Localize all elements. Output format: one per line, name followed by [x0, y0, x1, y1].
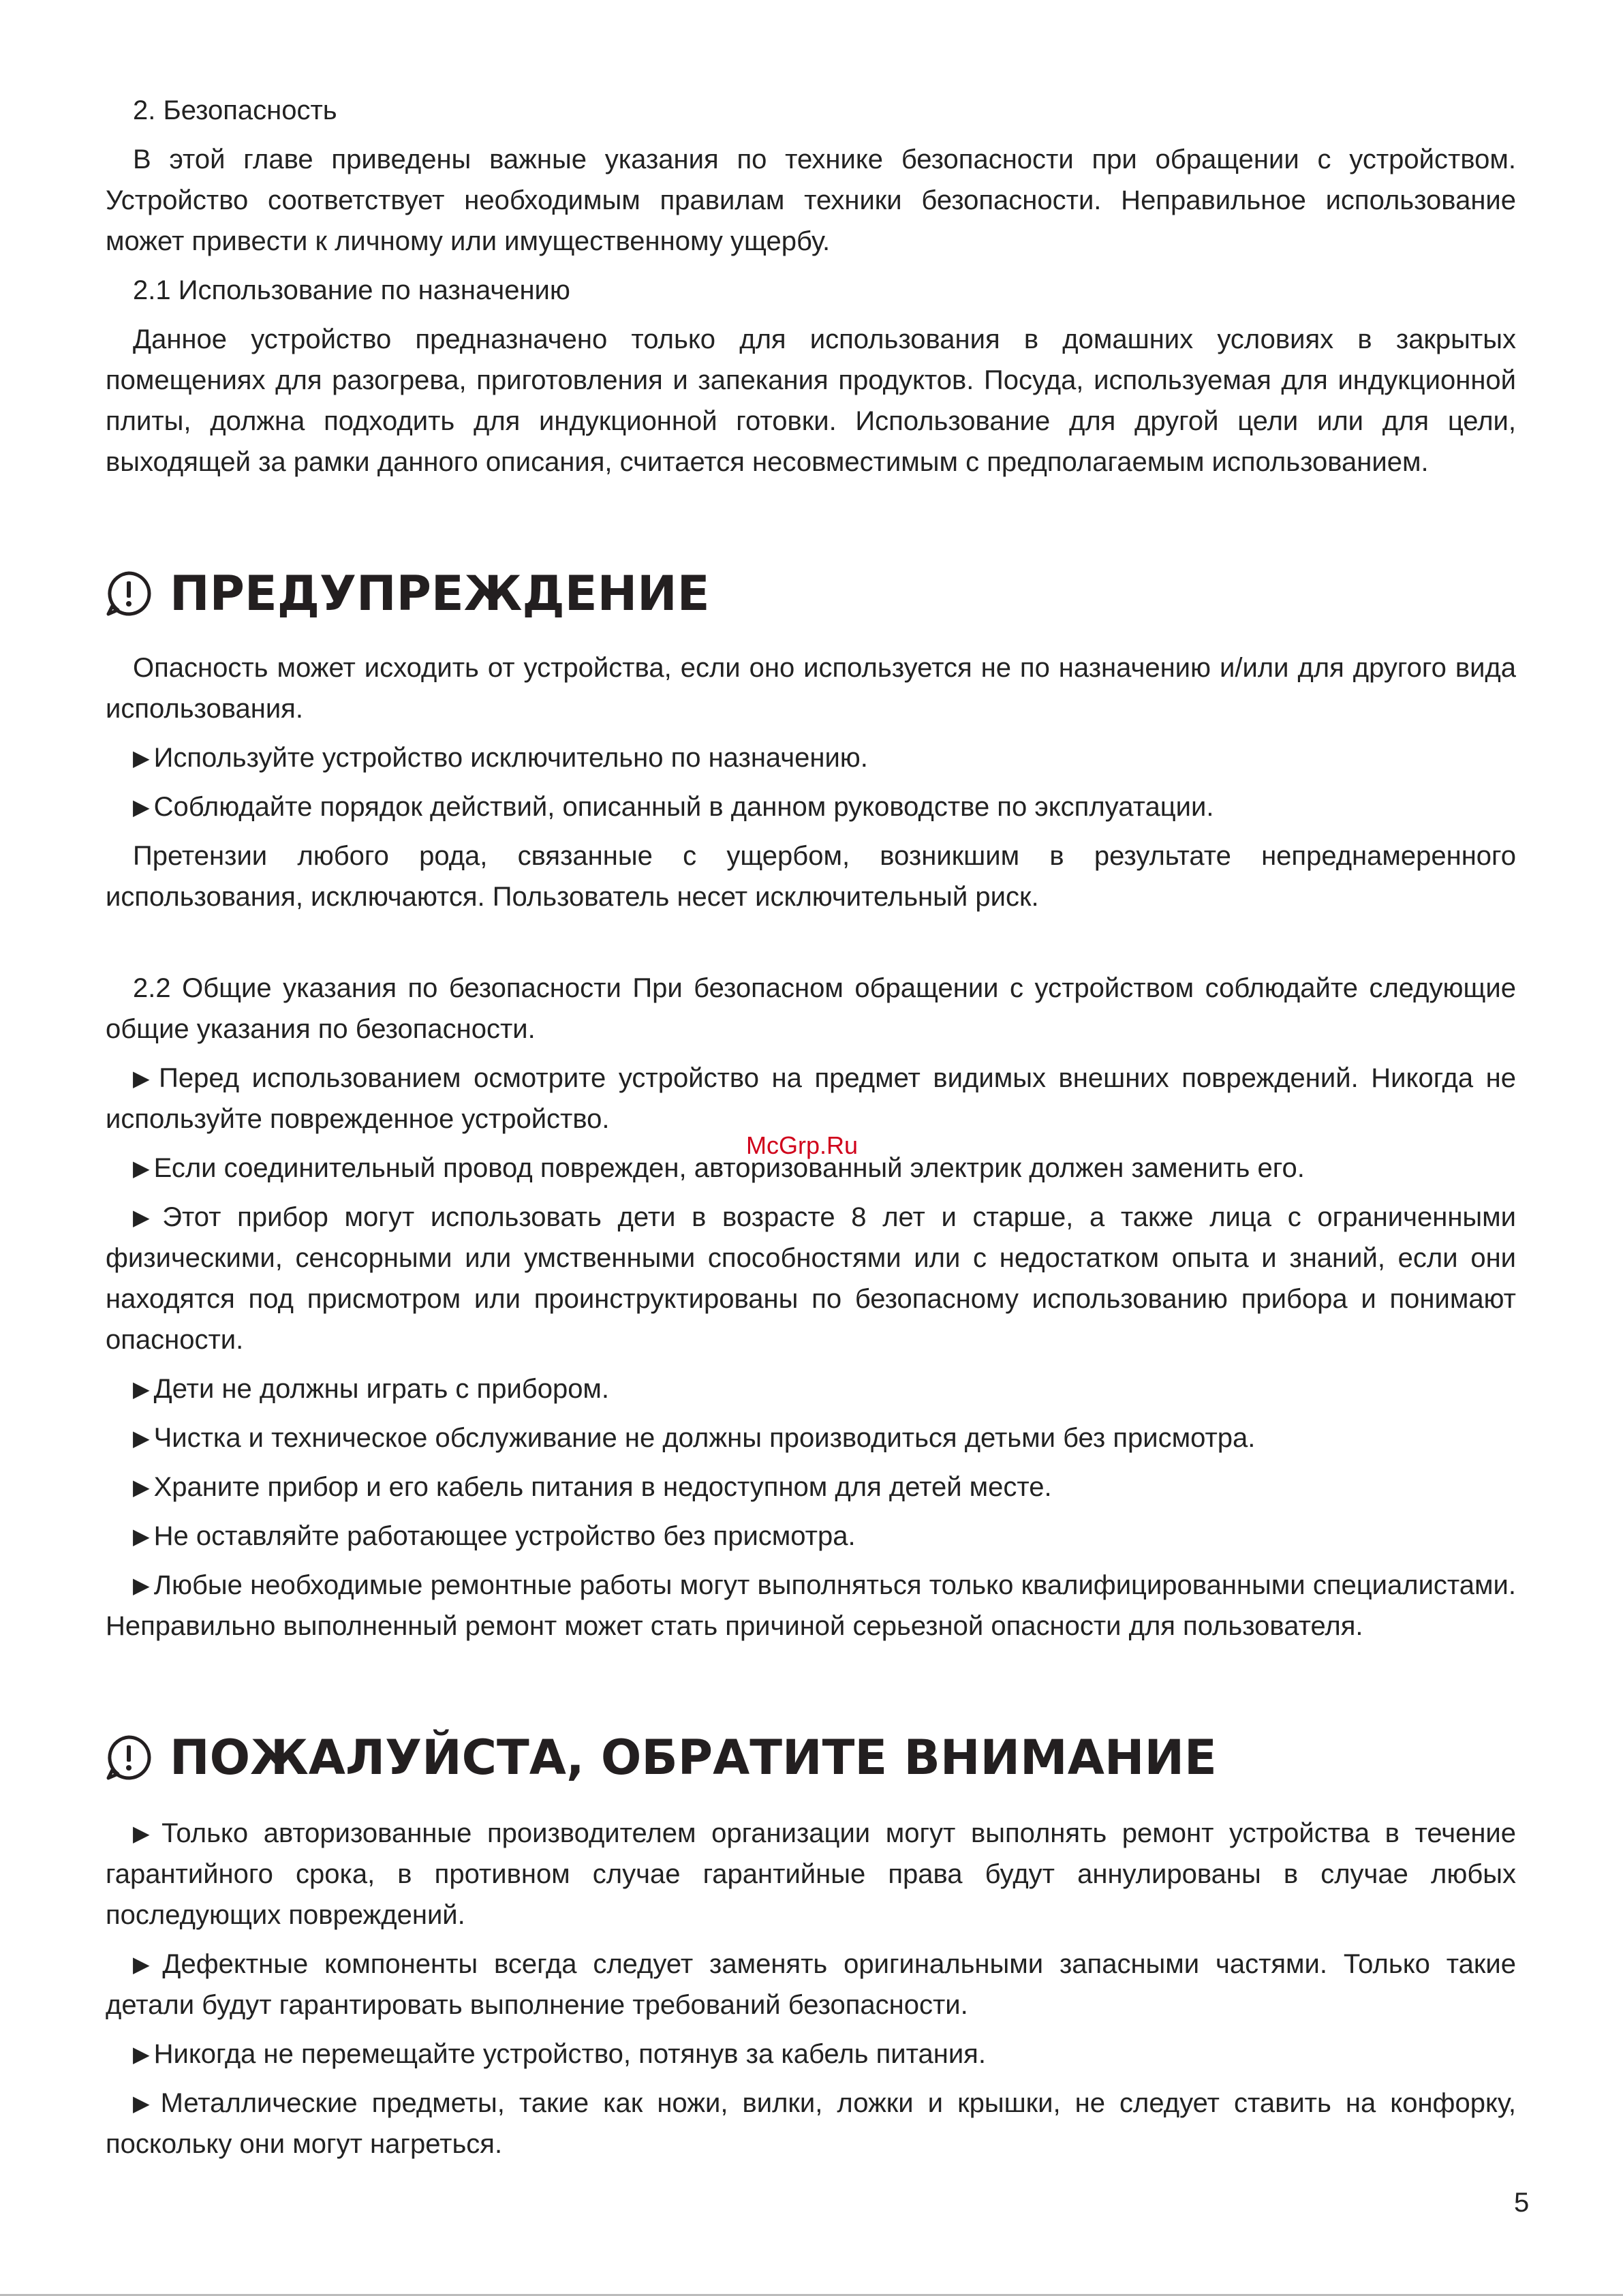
bullet-marker: ▶: [133, 795, 150, 819]
attention-heading: [106, 1730, 1217, 1786]
warning-heading-text: ПРЕДУПРЕЖДЕНИЕ: [170, 566, 710, 622]
bullet-text: Металлические предметы, такие как ножи, вилки, ложки и крышки, не следует ставить на конфорку, поскольку они могут нагреться.: [106, 2088, 1517, 2159]
section-2-2-intro: 2.2 Общие указания по безопасности При безопасном обращении с устройством соблюдайте следующие общие указания по безопасности.: [106, 973, 1516, 1044]
attention-bullet-3: [106, 2034, 1516, 2075]
warning-outro: Претензии любого рода, связанные с ущербом, возникшим в результате непреднамеренного использования, исключаются. Пользователь несет исключительный риск.: [106, 841, 1516, 912]
safety-bullet-7: [106, 1516, 1516, 1557]
bullet-marker: ▶: [133, 1524, 150, 1548]
safety-bullet-8: [106, 1565, 1516, 1647]
warning-bullet-2: [106, 786, 1516, 827]
bullet-text: Дефектные компоненты всегда следует заменять оригинальными запасными частями. Только такие детали будут гарантировать выполнение требований безопасности.: [106, 1949, 1516, 2020]
bullet-marker: ▶: [133, 1156, 150, 1180]
section-2-title: 2. Безопасность: [133, 95, 337, 125]
bullet-marker: ▶: [133, 1066, 155, 1090]
bullet-marker: ▶: [133, 2091, 157, 2115]
bullet-marker: ▶: [133, 1573, 150, 1597]
warning-heading: [106, 566, 710, 622]
attention-bullet-4: [106, 2083, 1516, 2164]
attention-bullet-1: [106, 1813, 1516, 1935]
bullet-text: Любые необходимые ремонтные работы могут выполняться только квалифицированными специалистами. Неправильно выполненный ремонт может стать причиной серьезной опасности для пользователя.: [106, 1570, 1516, 1641]
safety-bullet-4: [106, 1368, 1516, 1409]
safety-bullet-6: [106, 1467, 1516, 1507]
safety-bullet-3: [106, 1197, 1516, 1360]
bullet-text: Чистка и техническое обслуживание не должны производиться детьми без присмотра.: [153, 1423, 1256, 1453]
bullet-text: Соблюдайте порядок действий, описанный в данном руководстве по эксплуатации.: [153, 792, 1214, 822]
bullet-marker: ▶: [133, 1821, 158, 1846]
bullet-text: Никогда не перемещайте устройство, потянув за кабель питания.: [153, 2039, 986, 2069]
warning-bullet-1: [106, 737, 1516, 778]
bullet-text: Храните прибор и его кабель питания в недоступном для детей месте.: [153, 1472, 1052, 1502]
watermark: McGrp.Ru: [746, 1131, 859, 1159]
bullet-marker: ▶: [133, 746, 150, 770]
bullet-text: Не оставляйте работающее устройство без присмотра.: [153, 1521, 856, 1551]
bullet-text: Только авторизованные производителем организации могут выполнять ремонт устройства в течение гарантийного срока, в противном случае гарантийные права будут аннулированы в случае любых последующих повреждений.: [106, 1818, 1517, 1930]
bullet-marker: ▶: [133, 1377, 150, 1401]
section-2-intro: В этой главе приведены важные указания по технике безопасности при обращении с устройством. Устройство соответствует необходимым правилам техники безопасности. Неправильное использование может привести к личному или имущественному ущербу.: [106, 144, 1516, 256]
bullet-marker: ▶: [133, 2042, 150, 2066]
bullet-marker: ▶: [133, 1205, 159, 1229]
bullet-text: Если соединительный провод поврежден, авторизованный электрик должен заменить его.: [153, 1153, 1305, 1183]
section-2-1-text: Данное устройство предназначено только для использования в домашних условиях в закрытых помещениях для разогрева, приготовления и запекания продуктов. Посуда, используемая для индукционной плиты, должна подходить для индукционной готовки. Использование для другой цели или для цели, выходящей за рамки данного описания, считается несовместимым с предполагаемым использованием.: [106, 324, 1516, 477]
bullet-marker: ▶: [133, 1426, 150, 1450]
page-number: 5: [1514, 2188, 1530, 2218]
bullet-marker: ▶: [133, 1952, 159, 1976]
attention-heading-text: ПОЖАЛУЙСТА, ОБРАТИТЕ ВНИМАНИЕ: [170, 1730, 1217, 1786]
section-2-1-title: 2.1 Использование по назначению: [133, 275, 570, 305]
bullet-text: Используйте устройство исключительно по назначению.: [153, 743, 868, 773]
bullet-text: Дети не должны играть с прибором.: [153, 1374, 610, 1404]
safety-bullet-1: [106, 1058, 1516, 1139]
safety-bullet-5: [106, 1418, 1516, 1458]
bullet-marker: ▶: [133, 1475, 150, 1499]
exclamation-bubble-icon: [106, 1734, 152, 1781]
bullet-text: Этот прибор могут использовать дети в возрасте 8 лет и старше, а также лица с ограниченными физическими, сенсорными или умственными способностями или с недостатком опыта и знаний, если они находятся под присмотром или проинструктированы по безопасному использованию прибора и понимают опасности.: [106, 1202, 1517, 1355]
attention-bullet-2: [106, 1944, 1516, 2025]
exclamation-bubble-icon: [106, 570, 152, 617]
warning-intro: Опасность может исходить от устройства, если оно используется не по назначению и/или для другого вида использования.: [106, 653, 1516, 724]
bullet-text: Перед использованием осмотрите устройство на предмет видимых внешних повреждений. Никогда не используйте поврежденное устройство.: [106, 1063, 1517, 1134]
